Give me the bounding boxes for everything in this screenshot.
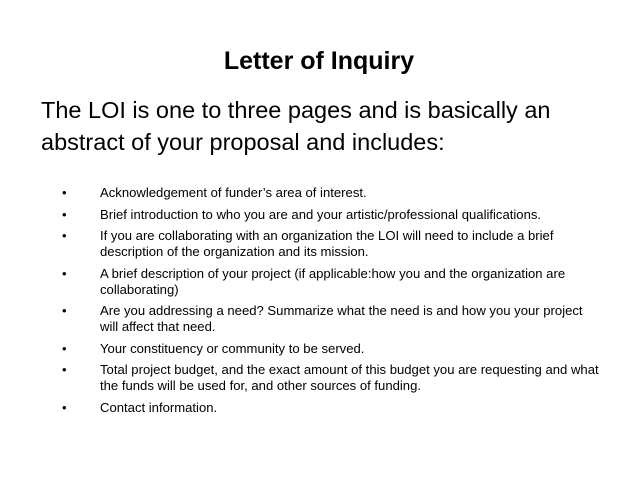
bullet-dot: • (62, 265, 67, 281)
bullet-dot: • (62, 206, 67, 222)
bullet-text: Acknowledgement of funder’s area of interest. (100, 185, 367, 200)
bullet-dot: • (62, 362, 67, 377)
bullet-dot: • (62, 340, 67, 356)
bullet-text: A brief description of your project (if applicable:how you and the organization are collaborating) (100, 265, 566, 297)
bullet-text: Are you addressing a need? Summarize what the need is and how you your project will affect that need. (100, 303, 583, 334)
bullet-list (62, 185, 602, 421)
bullet-item (62, 185, 602, 201)
bullet-item (62, 362, 602, 394)
bullet-dot: • (62, 303, 67, 318)
bullet-dot: • (62, 399, 67, 415)
bullet-item (62, 303, 602, 335)
bullet-text: Brief introduction to who you are and your artistic/professional qualifications. (100, 206, 542, 222)
bullet-text: Total project budget, and the exact amount of this budget you are requesting and what the funds will be used for, and other sources of funding. (100, 362, 599, 393)
bullet-item (62, 341, 602, 357)
intro-text: The LOI is one to three pages and is basically an abstract of your proposal and includes: (41, 97, 551, 155)
bullet-text: If you are collaborating with an organization the LOI will need to include a brief description of the organization and its mission. (100, 228, 554, 259)
bullet-item (62, 207, 602, 223)
bullet-item (62, 266, 602, 298)
slide-title: Letter of Inquiry (223, 47, 415, 75)
bullet-dot: • (62, 185, 67, 200)
bullet-text: Contact information. (100, 399, 218, 415)
bullet-text: Your constituency or community to be served. (100, 340, 365, 356)
bullet-dot: • (62, 228, 67, 243)
bullet-item (62, 400, 602, 416)
bullet-item (62, 228, 602, 260)
